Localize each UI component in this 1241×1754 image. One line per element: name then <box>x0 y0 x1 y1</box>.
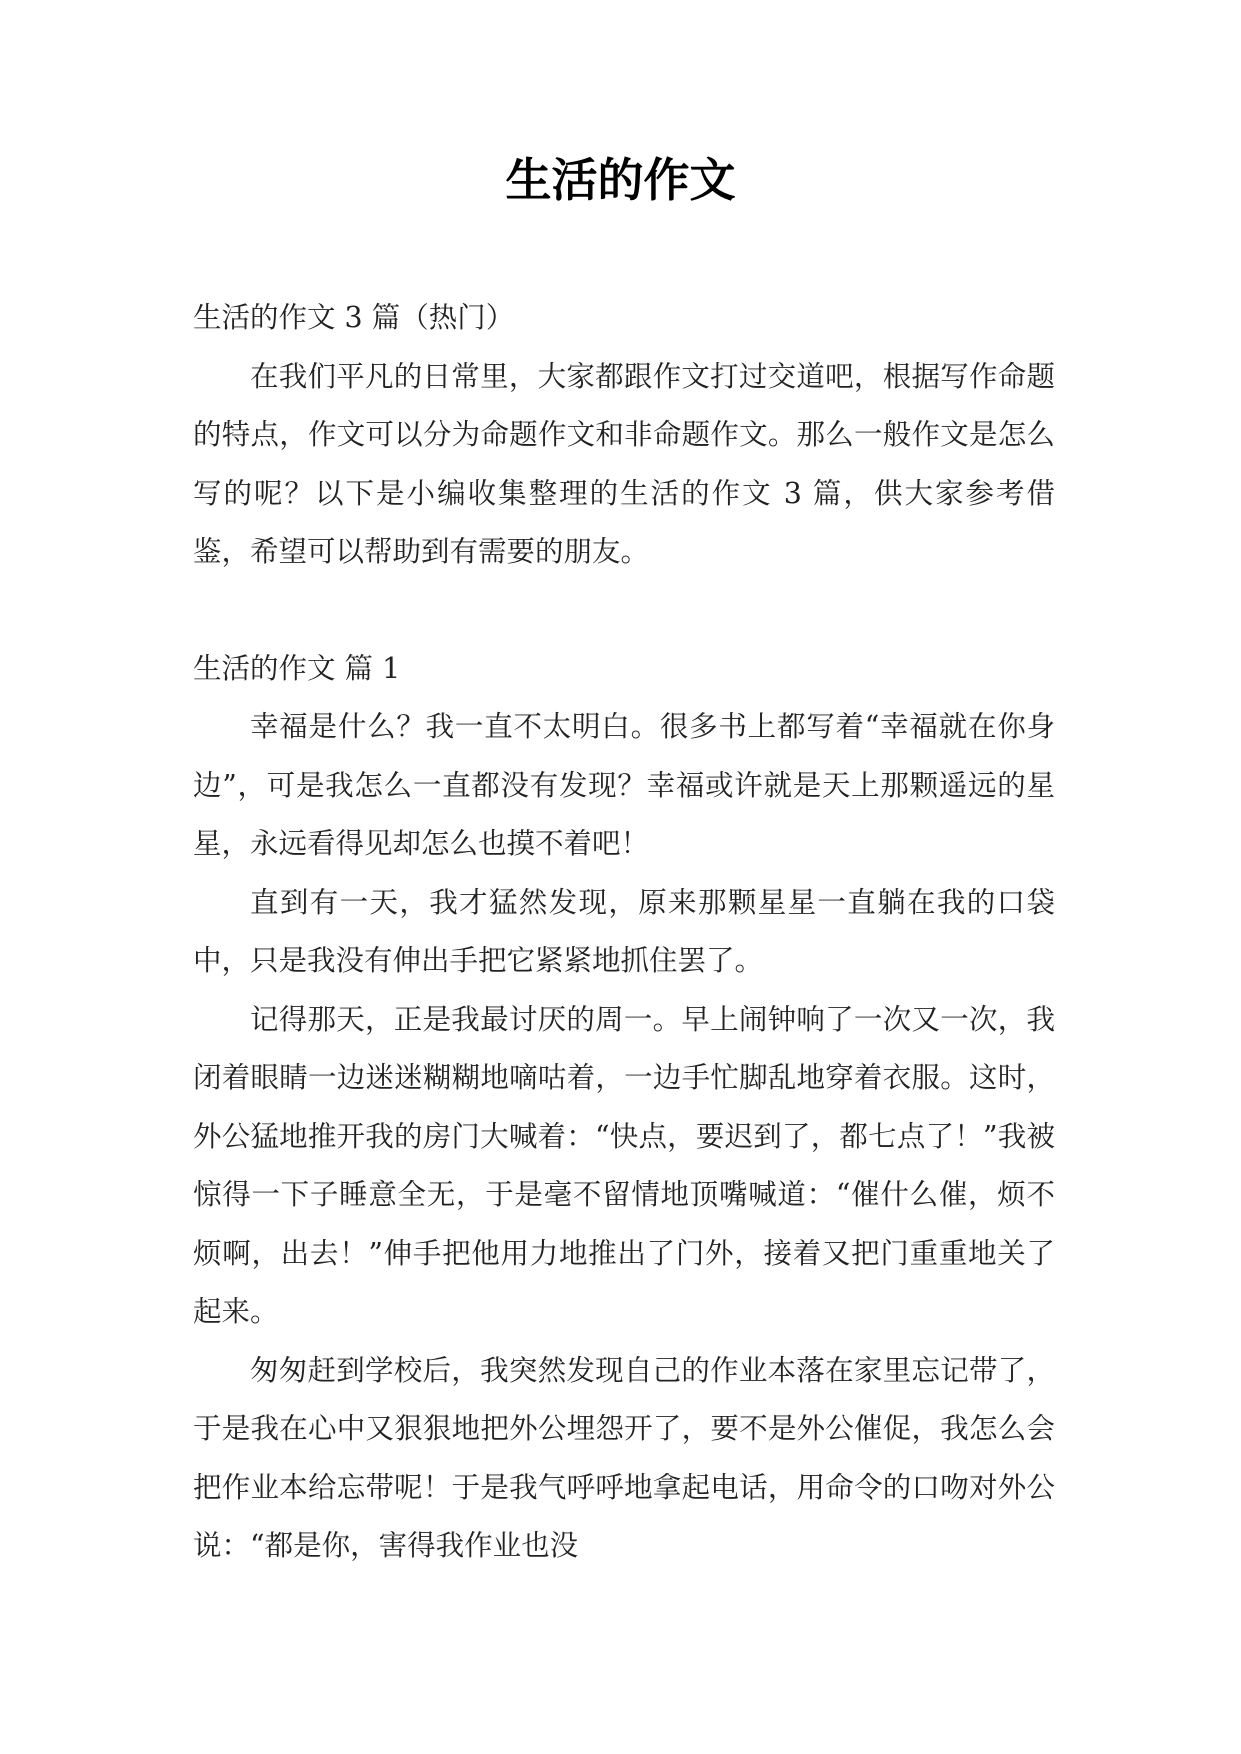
body-paragraph: 记得那天，正是我最讨厌的周一。早上闹钟响了一次又一次，我闭着眼睛一边迷迷糊糊地嘀咕着，一边手忙脚乱地穿着衣服。这时，外公猛地推开我的房门大喊着：“快点，要迟到了，都七点了！”我被惊得一下子睡意全无，于是毫不留情地顶嘴喊道：“催什么催，烦不烦啊，出去！”伸手把他用力地推出了门外，接着又把门重重地关了起来。 <box>193 1002 1055 1328</box>
body-paragraph: 匆匆赶到学校后，我突然发现自己的作业本落在家里忘记带了，于是我在心中又狠狠地把外公埋怨开了，要不是外公催促，我怎么会把作业本给忘带呢！于是我气呼呼地拿起电话，用命令的口吻对外公说：“都是你，害得我作业也没 <box>193 1353 1055 1562</box>
body-paragraph: 幸福是什么？我一直不太明白。很多书上都写着“幸福就在你身边”，可是我怎么一直都没有发现？幸福或许就是天上那颗遥远的星星，永远看得见却怎么也摸不着吧！ <box>193 710 1055 860</box>
intro-paragraph: 在我们平凡的日常里，大家都跟作文打过交道吧，根据写作命题的特点，作文可以分为命题作文和非命题作文。那么一般作文是怎么写的呢？以下是小编收集整理的生活的作文 3 篇，供大家参考借鉴，希望可以帮助到有需要的朋友。 <box>193 359 1055 568</box>
section-heading: 生活的作文 篇 1 <box>193 651 401 685</box>
body-paragraph: 直到有一天，我才猛然发现，原来那颗星星一直躺在我的口袋中，只是我没有伸出手把它紧紧地抓住罢了。 <box>193 885 1055 977</box>
document-body <box>193 289 1055 1576</box>
document-title: 生活的作文 <box>505 153 736 207</box>
section-spacer <box>193 582 1055 640</box>
document-subtitle: 生活的作文 3 篇（热门） <box>193 301 515 334</box>
